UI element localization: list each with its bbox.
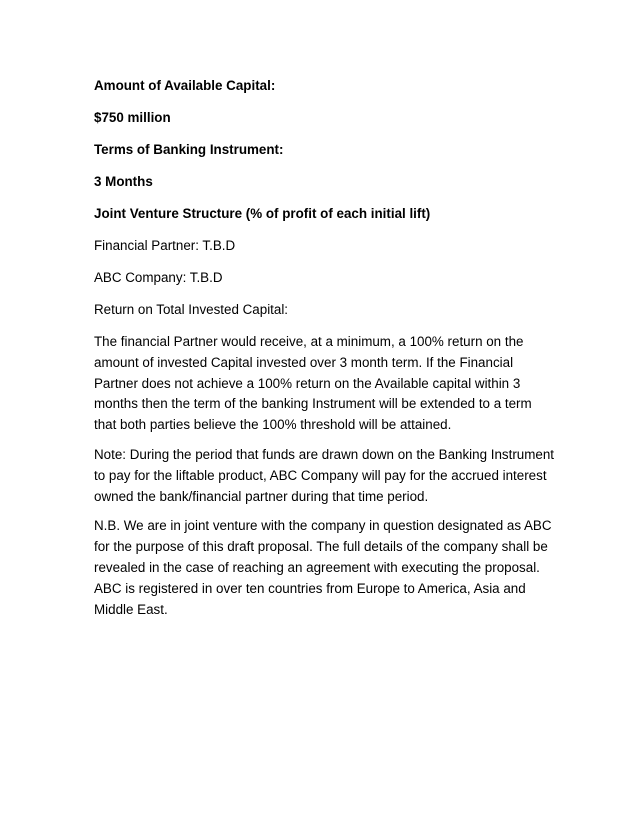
capital-heading: Amount of Available Capital:: [94, 78, 276, 93]
paragraph-line: to pay for the liftable product, ABC Company will pay for the accrued interest: [94, 467, 547, 483]
paragraph-line: The financial Partner would receive, at a minimum, a 100% return on the: [94, 334, 524, 349]
paragraph-line: Partner does not achieve a 100% return on the Available capital within 3: [94, 375, 521, 391]
paragraph-line: for the purpose of this draft proposal. The full details of the company shall be: [94, 539, 548, 555]
paragraph-line: that both parties believe the 100% threshold will be attained.: [94, 417, 452, 433]
paragraph-line: amount of invested Capital invested over 3 month term. If the Financial: [94, 354, 514, 370]
terms-value: 3 Months: [94, 174, 153, 189]
terms-heading: Terms of Banking Instrument:: [94, 142, 284, 157]
financial-partner-line: Financial Partner: T.B.D: [94, 238, 236, 253]
paragraph-line: ABC is registered in over ten countries from Europe to America, Asia and: [94, 580, 526, 596]
return-paragraph: [94, 332, 574, 436]
capital-value: $750 million: [94, 110, 171, 125]
paragraph-line: N.B. We are in joint venture with the company in question designated as ABC: [94, 518, 552, 534]
paragraph-line: Note: During the period that funds are drawn down on the Banking Instrument: [94, 446, 555, 462]
abc-company-line: ABC Company: T.B.D: [94, 270, 223, 285]
nb-paragraph: [94, 516, 574, 620]
note-paragraph: [94, 445, 574, 507]
document-body: [94, 76, 574, 629]
return-heading: Return on Total Invested Capital:: [94, 302, 289, 317]
paragraph-line: owned the bank/financial partner during that time period.: [94, 488, 429, 504]
paragraph-line: months then the term of the banking Instrument will be extended to a term: [94, 396, 532, 412]
paragraph-line: revealed in the case of reaching an agreement with executing the proposal.: [94, 559, 540, 575]
joint-venture-heading: Joint Venture Structure (% of profit of each initial lift): [94, 206, 431, 221]
paragraph-line: Middle East.: [94, 601, 168, 617]
